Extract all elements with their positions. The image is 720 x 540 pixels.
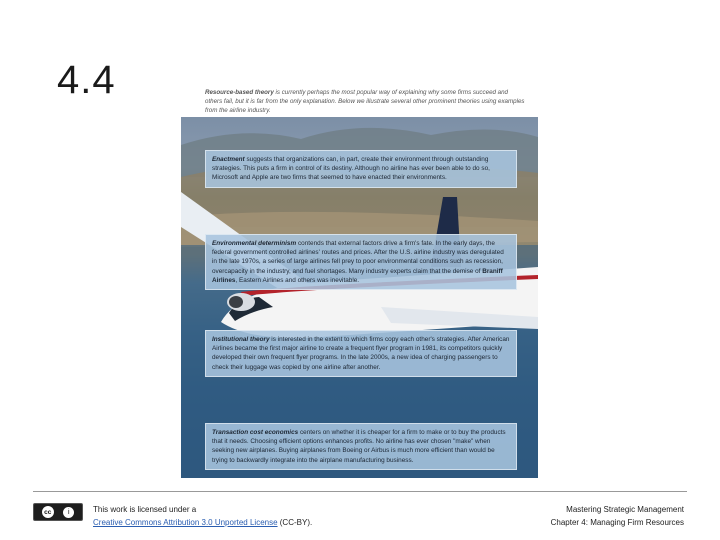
by-attribution-icon: i [63, 507, 74, 518]
book-reference [551, 503, 684, 529]
chapter-title: Chapter 4: Managing Firm Resources [550, 518, 684, 527]
footer-divider [33, 491, 687, 492]
license-suffix: (CC-BY). [277, 518, 313, 527]
callout-text: suggests that organizations can, in part, create their environment through outstanding strategies. This puts a firm in control of its destiny. Although no airline has ever been able to do so, Microsoft and Apple are two firms that seemed to have enacted their environments. [212, 156, 490, 182]
callout-transaction-cost-economics [205, 423, 517, 470]
license-link[interactable]: Creative Commons Attribution 3.0 Unported License [93, 518, 278, 527]
callout-text: contends that external factors drive a firm's fate. In the early days, the federal government controlled airlines' routes and prices. After the U.S. airline industry was deregulated in the late 1970s, a series of large airlines fell prey to poor environmental conditions such as recession, overcapacity in the industry, and fuel shortages. Many industry experts claim that the demise of [212, 240, 504, 275]
cc-by-badge[interactable] [33, 503, 83, 521]
callout-term: Institutional theory [212, 336, 270, 343]
intro-text [205, 88, 525, 115]
callout-text: centers on whether it is cheaper for a firm to make or to buy the products that it needs. Choosing efficient options enhances profits. No airline has ever chosen "make" when seeking new airplanes. Buying airplanes from Boeing or Airbus is much more efficient than would be trying to backwardly integrate into the airplane manufacturing business. [212, 429, 506, 464]
callout-institutional-theory [205, 330, 517, 377]
slide-number: 4.4 [57, 58, 116, 102]
license-line: This work is licensed under a [93, 505, 197, 514]
callout-text-end: , Eastern Airlines and others was inevitable. [235, 276, 360, 284]
callout-term: Transaction cost economics [212, 429, 299, 436]
callout-environmental-determinism [205, 234, 517, 290]
callout-enactment [205, 150, 517, 188]
callout-term: Enactment [212, 156, 245, 163]
callout-highlight: Braniff Airlines [212, 267, 503, 284]
license-notice [93, 503, 312, 529]
airline-theories-figure [181, 117, 538, 478]
intro-body: is currently perhaps the most popular way of explaining why some firms succeed and others fail, but it is far from the only explanation. Below we illustrate several other prominent theories using examples from the airline industry. [205, 89, 525, 114]
book-title: Mastering Strategic Management [566, 505, 684, 514]
intro-term: Resource-based theory [205, 89, 274, 96]
cc-icon: cc [42, 506, 54, 518]
callout-text: is interested in the extent to which firms copy each other's strategies. After American Airlines became the first major airline to create a frequent flyer program in 1981, its competitors quickly developed their own frequent flyer programs. In the late 2000s, a new idea of charging passengers to check their luggage was copied by one airline after another. [212, 336, 510, 371]
callout-term: Environmental determinism [212, 240, 297, 247]
